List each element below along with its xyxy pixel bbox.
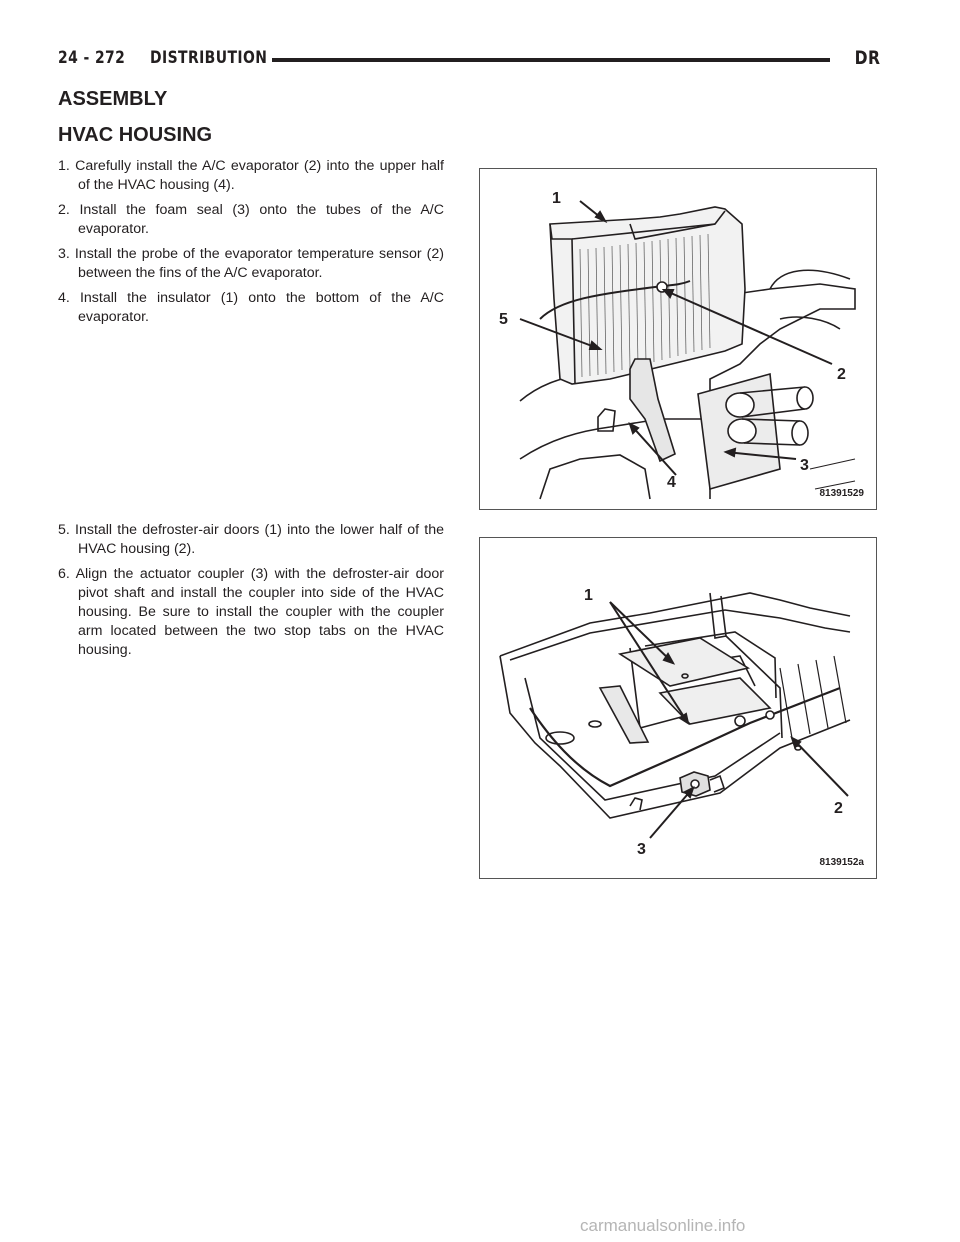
step-item: 5. Install the defroster-air doors (1) into the lower half of the HVAC housing (2). bbox=[58, 522, 444, 557]
figure-callout: 1 bbox=[584, 587, 593, 604]
section-title: DISTRIBUTION bbox=[150, 48, 268, 68]
figure-callout: 3 bbox=[800, 457, 809, 474]
figure-id: 8139152a bbox=[819, 857, 864, 868]
figure-callout: 2 bbox=[834, 800, 843, 817]
figure-callout: 2 bbox=[837, 366, 846, 383]
header-rule bbox=[272, 58, 830, 62]
watermark: carmanualsonline.info bbox=[580, 1216, 746, 1235]
step-item: 1. Carefully install the A/C evaporator (2) into the upper half of the HVAC housing (4). bbox=[58, 158, 444, 193]
step-item: 2. Install the foam seal (3) onto the tubes of the A/C evaporator. bbox=[58, 202, 444, 237]
page-header bbox=[58, 44, 880, 74]
step-item: 4. Install the insulator (1) onto the bottom of the A/C evaporator. bbox=[58, 290, 444, 325]
figure-callout: 3 bbox=[637, 841, 646, 858]
figure-callout: 5 bbox=[499, 311, 508, 328]
evaporator-illustration bbox=[480, 169, 876, 509]
step-item: 3. Install the probe of the evaporator temperature sensor (2) between the fins of the A/C evaporator. bbox=[58, 246, 444, 281]
defroster-door-figure bbox=[479, 537, 877, 879]
steps-list-1 bbox=[58, 157, 444, 333]
steps-list-2 bbox=[58, 521, 444, 666]
figure-callout: 1 bbox=[552, 190, 561, 207]
lower-housing-illustration bbox=[480, 538, 876, 878]
evaporator-installation-figure bbox=[479, 168, 877, 510]
figure-callout: 4 bbox=[667, 474, 676, 491]
model-code: DR bbox=[854, 47, 880, 69]
section-heading: ASSEMBLY bbox=[58, 88, 168, 110]
subsection-heading: HVAC HOUSING bbox=[58, 124, 213, 146]
step-item: 6. Align the actuator coupler (3) with the defroster-air door pivot shaft and install the coupler into side of the HVAC housing. Be sure to install the coupler with the coupler arm located between the two stop tabs on the HVAC housing. bbox=[58, 566, 444, 658]
figure-id: 81391529 bbox=[819, 488, 864, 499]
page-number: 24 - 272 bbox=[58, 48, 126, 68]
